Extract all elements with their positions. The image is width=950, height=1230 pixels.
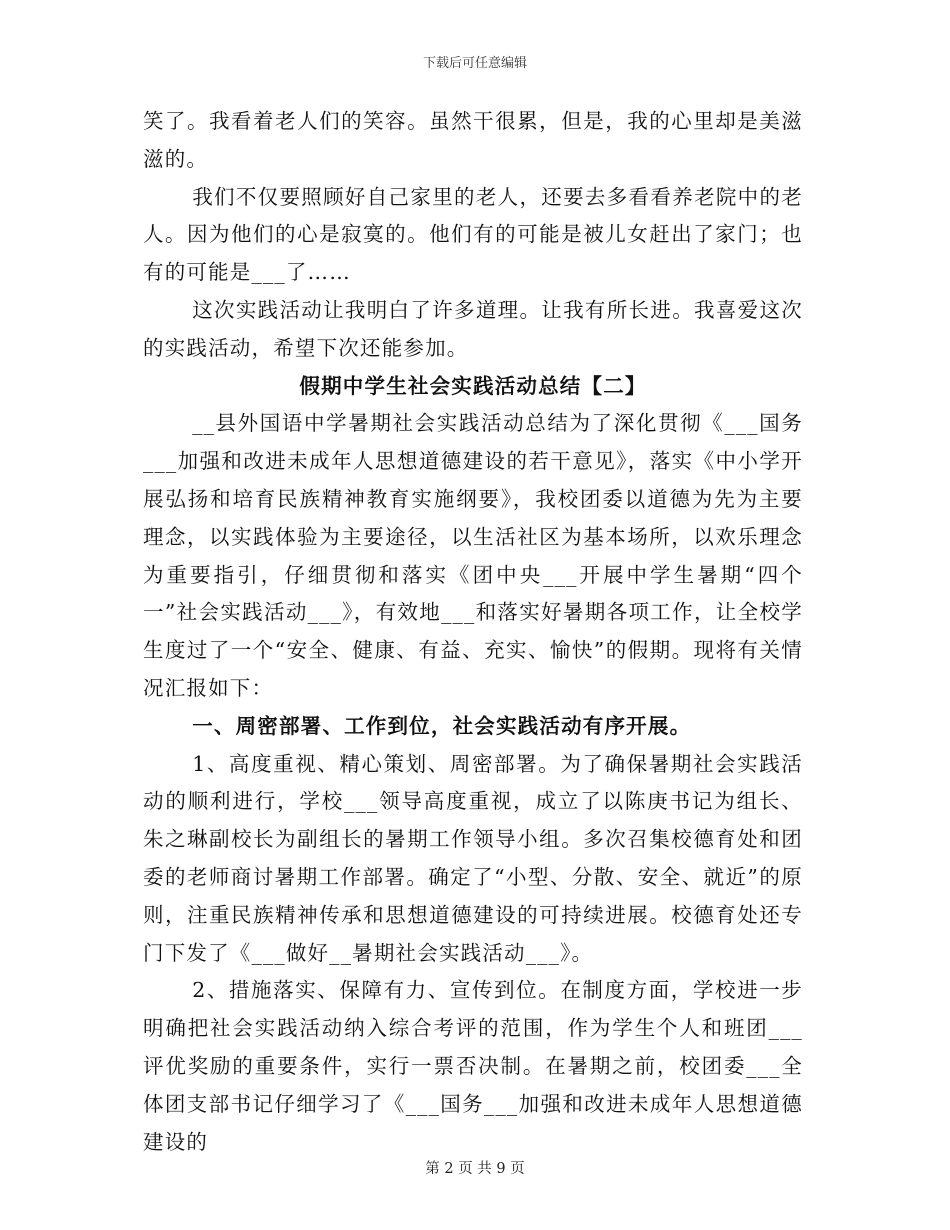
sub-heading-1: 一、周密部署、工作到位，社会实践活动有序开展。 bbox=[192, 713, 692, 738]
section-title: 假期中学生社会实践活动总结【二】 bbox=[299, 373, 647, 398]
paragraph-summary-intro: __县外国语中学暑期社会实践活动总结为了深化贯彻《___国务___加强和改进未成年人思想道德建设的若干意见》，落实《中小学开展弘扬和培育民族精神教育实施纲要》，我校团委以道德为先为主要理念，以实践体验为主要途径，以生活社区为基本场所，以欢乐理念为重要指引，仔细贯彻和落实《团中央___开展中学生暑期“四个一”社会实践活动___》，有效地___和落实好暑期各项工作，让全校学生度过了一个“安全、健康、有益、充实、愉快”的假期。现将有关情况汇报如下： bbox=[143, 411, 803, 700]
paragraph-elderly-care: 我们不仅要照顾好自己家里的老人，还要去多看看养老院中的老人。因为他们的心是寂寞的。他们有的可能是被儿女赶出了家门；也有的可能是___了…… bbox=[143, 184, 803, 285]
page-header: 下载后可任意编辑 bbox=[422, 56, 527, 71]
paragraph-conclusion: 这次实践活动让我明白了许多道理。让我有所长进。我喜爱这次的实践活动，希望下次还能参加。 bbox=[143, 297, 803, 360]
paragraph-continuation: 笑了。我看着老人们的笑容。虽然干很累，但是，我的心里却是美滋滋的。 bbox=[143, 109, 803, 171]
document-body bbox=[143, 103, 803, 1161]
paragraph-item-1: 1、高度重视、精心策划、周密部署。为了确保暑期社会实践活动的顺利进行，学校___领导高度重视，成立了以陈庚书记为组长、朱之琳副校长为副组长的暑期工作领导小组。多次召集校德育处和团委的老师商讨暑期工作部署。确定了“小型、分散、安全、就近”的原则，注重民族精神传承和思想道德建设的可持续进展。校德育处还专门下发了《___做好__暑期社会实践活动___》。 bbox=[143, 751, 803, 965]
page-number: 第 2 页 共 9 页 bbox=[425, 1161, 525, 1177]
paragraph-item-2: 2、措施落实、保障有力、宣传到位。在制度方面，学校进一步明确把社会实践活动纳入综合考评的范围，作为学生个人和班团___评优奖励的重要条件，实行一票否决制。在暑期之前，校团委___全体团支部书记仔细学习了《___国务___加强和改进未成年人思想道德建设的 bbox=[143, 978, 803, 1154]
